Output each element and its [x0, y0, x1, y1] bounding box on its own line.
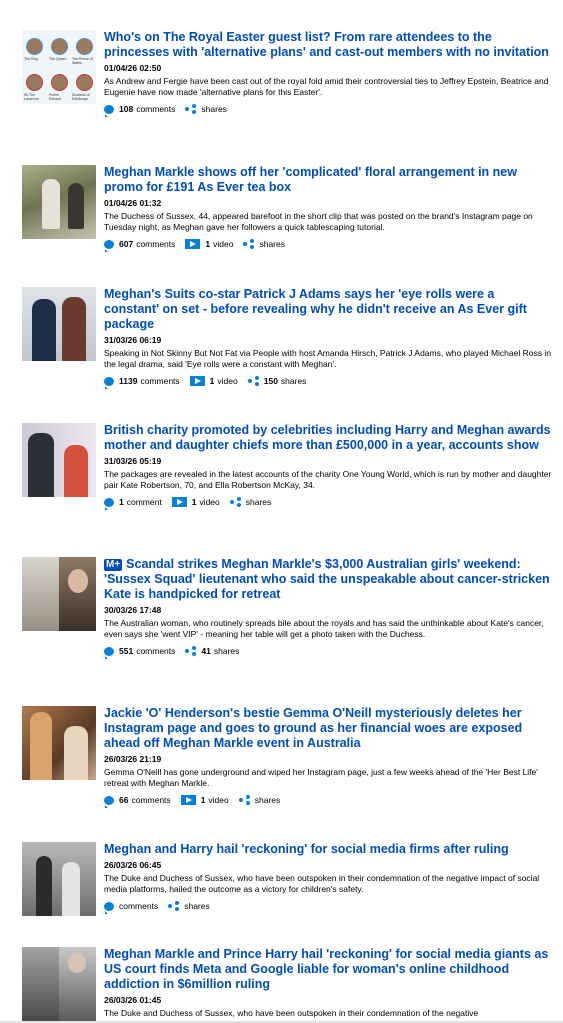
comment-icon	[104, 240, 114, 249]
article-date: 30/03/26 17:48	[104, 605, 162, 615]
article-summary: The Duke and Duchess of Sussex, who have been outspoken in their condemnation of the negative impact of social media platforms, hailed the outcome as a victory for children's safety.	[104, 873, 540, 894]
share-button[interactable]: shares	[185, 103, 227, 115]
article-thumbnail[interactable]	[22, 165, 96, 239]
article-summary: The Duke and Duchess of Sussex, who have been outspoken in their condemnation of the negative	[104, 1008, 479, 1018]
video-icon	[181, 795, 196, 805]
video-link[interactable]: 1 video	[172, 496, 220, 508]
comments-link[interactable]: 108 comments	[104, 103, 175, 115]
article-meta	[104, 794, 552, 806]
article-thumbnail[interactable]	[22, 706, 96, 780]
article-date: 31/03/26 06:19	[104, 335, 162, 345]
article-summary: Speaking in Not Skinny But Not Fat via People with host Amanda Hirsch, Patrick J Adams, who played Michael Ross in the legal drama, said 'Eye rolls were a constant with Meghan'.	[104, 348, 551, 369]
article-thumbnail[interactable]	[22, 557, 96, 631]
article-thumbnail[interactable]	[22, 30, 96, 104]
article-thumbnail[interactable]	[22, 947, 96, 1021]
article-headline[interactable]: Meghan's Suits co-star Patrick J Adams says her 'eye rolls were a constant' on set - before revealing why he didn't receive an As Ever gift package	[104, 287, 527, 331]
article-summary: As Andrew and Fergie have been cast out of the royal fold amid their controversial ties to Jeffrey Epstein, Beatrice and Eugenie have now made 'alternative plans for this Easter'.	[104, 76, 549, 97]
video-link[interactable]: 1 video	[185, 238, 233, 250]
comments-link[interactable]: 1139 comments	[104, 375, 180, 387]
comment-icon	[104, 647, 114, 656]
article-headline[interactable]: Meghan Markle and Prince Harry hail 'reckoning' for social media giants as US court finds Meta and Google liable for woman's online childhood addiction in $6million ruling	[104, 947, 549, 991]
article-summary: The Duchess of Sussex, 44, appeared barefoot in the short clip that was posted on the brand's Instagram page on Tuesday night, as Meghan gave her followers a quick tablescaping tutorial.	[104, 211, 533, 232]
comment-icon	[104, 498, 114, 507]
share-button[interactable]: shares	[243, 238, 285, 250]
video-icon	[185, 239, 200, 249]
article-date: 31/03/26 05:19	[104, 456, 162, 466]
premium-badge: M+	[106, 559, 121, 570]
article-meta	[104, 103, 552, 115]
comment-icon	[104, 105, 114, 114]
share-icon	[168, 901, 180, 911]
share-icon	[243, 239, 255, 249]
article-date: 26/03/26 01:45	[104, 995, 162, 1005]
royal-guest-grid-image: The King The Queen The Prince of Wales Sir Tim Laurence Prince Edward Duchess of Edinburgh	[22, 30, 96, 104]
share-icon	[248, 376, 260, 386]
article-summary: Gemma O'Neill has gone underground and wiped her Instagram page, just a few weeks ahead of the 'Her Best Life' retreat with Meghan Markle.	[104, 767, 538, 788]
video-icon	[172, 497, 187, 507]
comments-link[interactable]: 551 comments	[104, 645, 175, 657]
article-meta	[104, 238, 552, 250]
article-headline[interactable]: M+ Scandal strikes Meghan Markle's $3,000 Australian girls' weekend: 'Sussex Squad' lieutenant who said the unspeakable about cancer-stricken Kate is handpicked for retreat	[104, 557, 550, 601]
comment-icon	[104, 796, 114, 805]
comments-link[interactable]: 66 comments	[104, 794, 171, 806]
article-date: 26/03/26 06:45	[104, 860, 162, 870]
video-icon	[190, 376, 205, 386]
article-thumbnail[interactable]	[22, 842, 96, 916]
article-thumbnail[interactable]	[22, 423, 96, 497]
video-link[interactable]: 1 video	[181, 794, 229, 806]
article-meta	[104, 496, 552, 508]
article-date: 01/04/26 01:32	[104, 198, 162, 208]
share-icon	[239, 795, 251, 805]
share-button[interactable]: 41 shares	[185, 645, 239, 657]
share-icon	[230, 497, 242, 507]
article-meta	[104, 900, 552, 912]
share-icon	[185, 646, 197, 656]
article-summary: The packages are revealed in the latest accounts of the charity One Young World, which is run by mother and daughter pair Kate Robertson, 70, and Ella Robertson McKay, 34.	[104, 469, 552, 490]
article-date: 01/04/26 02:50	[104, 63, 162, 73]
share-icon	[185, 104, 197, 114]
article-meta	[104, 375, 552, 387]
article-summary: The Australian woman, who routinely spreads bile about the royals and has said the unthinkable about Kate's cancer, even says she 'went VIP' - meaning her table will get a photo taken with the Duchess.	[104, 618, 544, 639]
article-headline[interactable]: Jackie 'O' Henderson's bestie Gemma O'Neill mysteriously deletes her Instagram page and goes to ground as her financial woes are exposed ahead off Meghan Markle event in Australia	[104, 706, 523, 750]
comments-link[interactable]: 1 comment	[104, 496, 162, 508]
comment-icon	[104, 902, 114, 911]
article-headline[interactable]: British charity promoted by celebrities including Harry and Meghan awards mother and daughter chiefs more than £500,000 in a year, accounts show	[104, 423, 551, 452]
article-meta	[104, 645, 552, 657]
share-button[interactable]: shares	[230, 496, 272, 508]
share-button[interactable]: shares	[239, 794, 281, 806]
share-button[interactable]: 150 shares	[248, 375, 307, 387]
comments-link[interactable]: 607 comments	[104, 238, 175, 250]
comments-link[interactable]: comments	[104, 900, 158, 912]
share-button[interactable]: shares	[168, 900, 210, 912]
video-link[interactable]: 1 video	[190, 375, 238, 387]
article-thumbnail[interactable]	[22, 287, 96, 361]
article-date: 26/03/26 21:19	[104, 754, 162, 764]
article-headline[interactable]: Meghan Markle shows off her 'complicated' floral arrangement in new promo for £191 As Ever tea box	[104, 165, 517, 194]
article-headline[interactable]: Meghan and Harry hail 'reckoning' for social media firms after ruling	[104, 842, 509, 856]
article-headline[interactable]: Who's on The Royal Easter guest list? From rare attendees to the princesses with 'alternative plans' and cast-out members with no invitation	[104, 30, 549, 59]
comment-icon	[104, 377, 114, 386]
